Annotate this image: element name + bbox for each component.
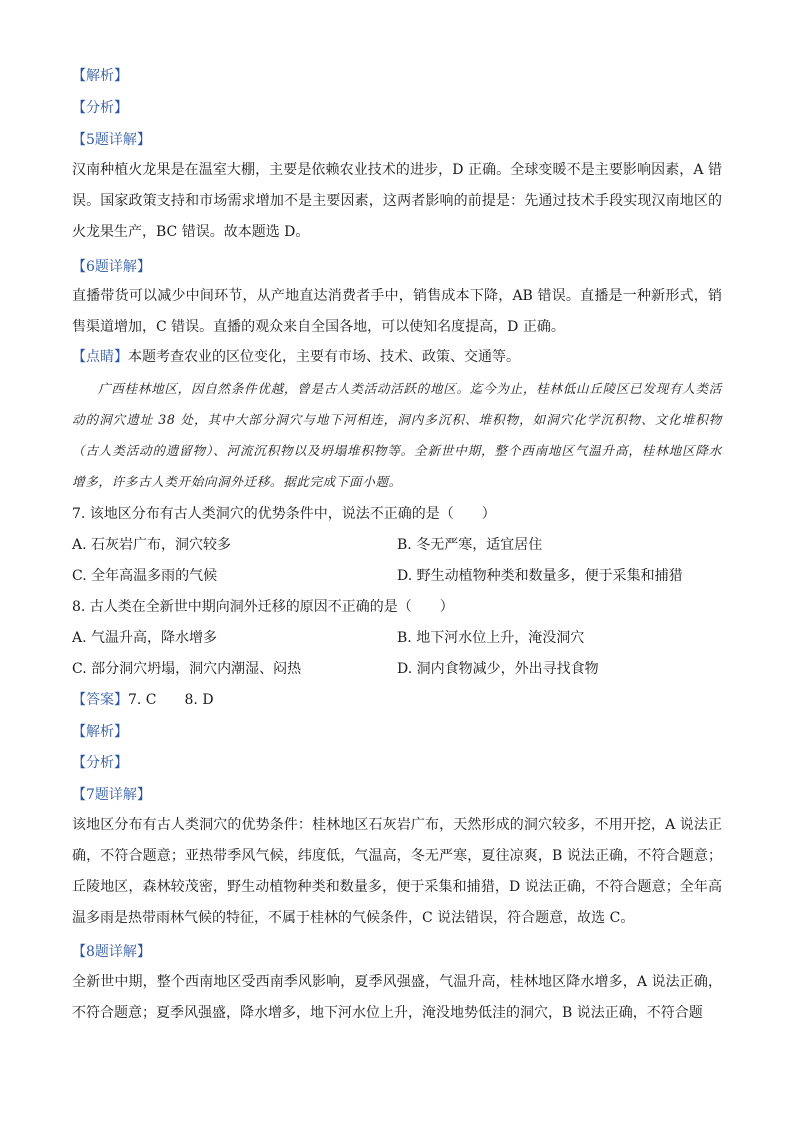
question-7-option-a: A. 石灰岩广布，洞穴较多 <box>72 537 232 553</box>
heading-q8-detail: 【8题详解】 <box>72 944 151 960</box>
question-7-stem: 7. 该地区分布有古人类洞穴的优势条件中，说法不正确的是（ ） <box>72 506 496 522</box>
heading-jiexi: 【解析】 <box>72 68 128 84</box>
q7-explanation: 该地区分布有古人类洞穴的优势条件：桂林地区石灰岩广布，天然形成的洞穴较多，不用开挖，A 说法正确，不符合题意；亚热带季风气候，纬度低，气温高，冬无严寒，夏往凉爽，B 说法正确，不符合题意；丘陵地区，森林较茂密，野生动植物种类和数量多，便于采集和捕猎，D 说法正确，不符合题意；全年高温多雨是热带雨林气候的特征，不属于桂林的气候条件，C 说法错误，符合题意，故选 C。 <box>72 817 722 926</box>
q8-explanation: 全新世中期，整个西南地区受西南季风影响，夏季风强盛，气温升高，桂林地区降水增多，A 说法正确，不符合题意；夏季风强盛，降水增多，地下河水位上升，淹没地势低洼的洞穴，B 说法正确，不符合题 <box>72 974 722 1021</box>
heading-fenxi: 【分析】 <box>72 100 128 116</box>
question-8-option-c: C. 部分洞穴坍塌，洞穴内潮湿、闷热 <box>72 661 302 677</box>
heading-q7-detail: 【7题详解】 <box>72 787 151 803</box>
question-7-option-b: B. 冬无严寒，适宜居住 <box>397 537 543 553</box>
q6-explanation: 直播带货可以减少中间环节，从产地直达消费者手中，销售成本下降，AB 错误。直播是一种新形式，销售渠道增加，C 错误。直播的观众来自全国各地，可以使知名度提高，D 正确。 <box>72 288 722 335</box>
heading-answer: 【答案】 <box>72 692 128 708</box>
question-8-stem: 8. 古人类在全新世中期向洞外迁移的原因不正确的是（ ） <box>72 599 454 615</box>
answer-line <box>72 690 722 710</box>
dianjing-text: 本题考查农业的区位变化，主要有市场、技术、政策、交通等。 <box>128 349 520 365</box>
heading-dianjing: 【点睛】 <box>72 349 128 365</box>
q5-explanation: 汉南种植火龙果是在温室大棚，主要是依赖农业技术的进步，D 正确。全球变暖不是主要影响因素，A 错误。国家政策支持和市场需求增加不是主要因素，这两者影响的前提是：先通过技术手段实现汉南地区的火龙果生产，BC 错误。故本题选 D。 <box>72 162 722 240</box>
question-8-option-b: B. 地下河水位上升，淹没洞穴 <box>397 630 585 646</box>
question-7-option-d: D. 野生动植物种类和数量多，便于采集和捕猎 <box>397 568 683 584</box>
heading-fenxi-2: 【分析】 <box>72 755 128 771</box>
heading-q6-detail: 【6题详解】 <box>72 259 151 275</box>
heading-q5-detail: 【5题详解】 <box>72 132 151 148</box>
answer-values: 7. C 8. D <box>128 692 214 708</box>
dianjing-line <box>72 347 722 367</box>
question-8-option-a: A. 气温升高，降水增多 <box>72 630 218 646</box>
reading-passage: 广西桂林地区，因自然条件优越，曾是古人类活动活跃的地区。迄今为止，桂林低山丘陵区已发现有人类活动的洞穴遗址 38 处，其中大部分洞穴与地下河相连，洞内多沉积、堆积物，如洞穴化学沉积物、文化堆积物（古人类活动的遗留物）、河流沉积物以及坍塌堆积物等。全新世中期，整个西南地区气温升高，桂林地区降水增多，许多古人类开始向洞外迁移。据此完成下面小题。 <box>72 381 722 489</box>
question-7-option-c: C. 全年高温多雨的气候 <box>72 568 218 584</box>
heading-jiexi-2: 【解析】 <box>72 724 128 740</box>
question-8-option-d: D. 洞内食物减少，外出寻找食物 <box>397 661 599 677</box>
